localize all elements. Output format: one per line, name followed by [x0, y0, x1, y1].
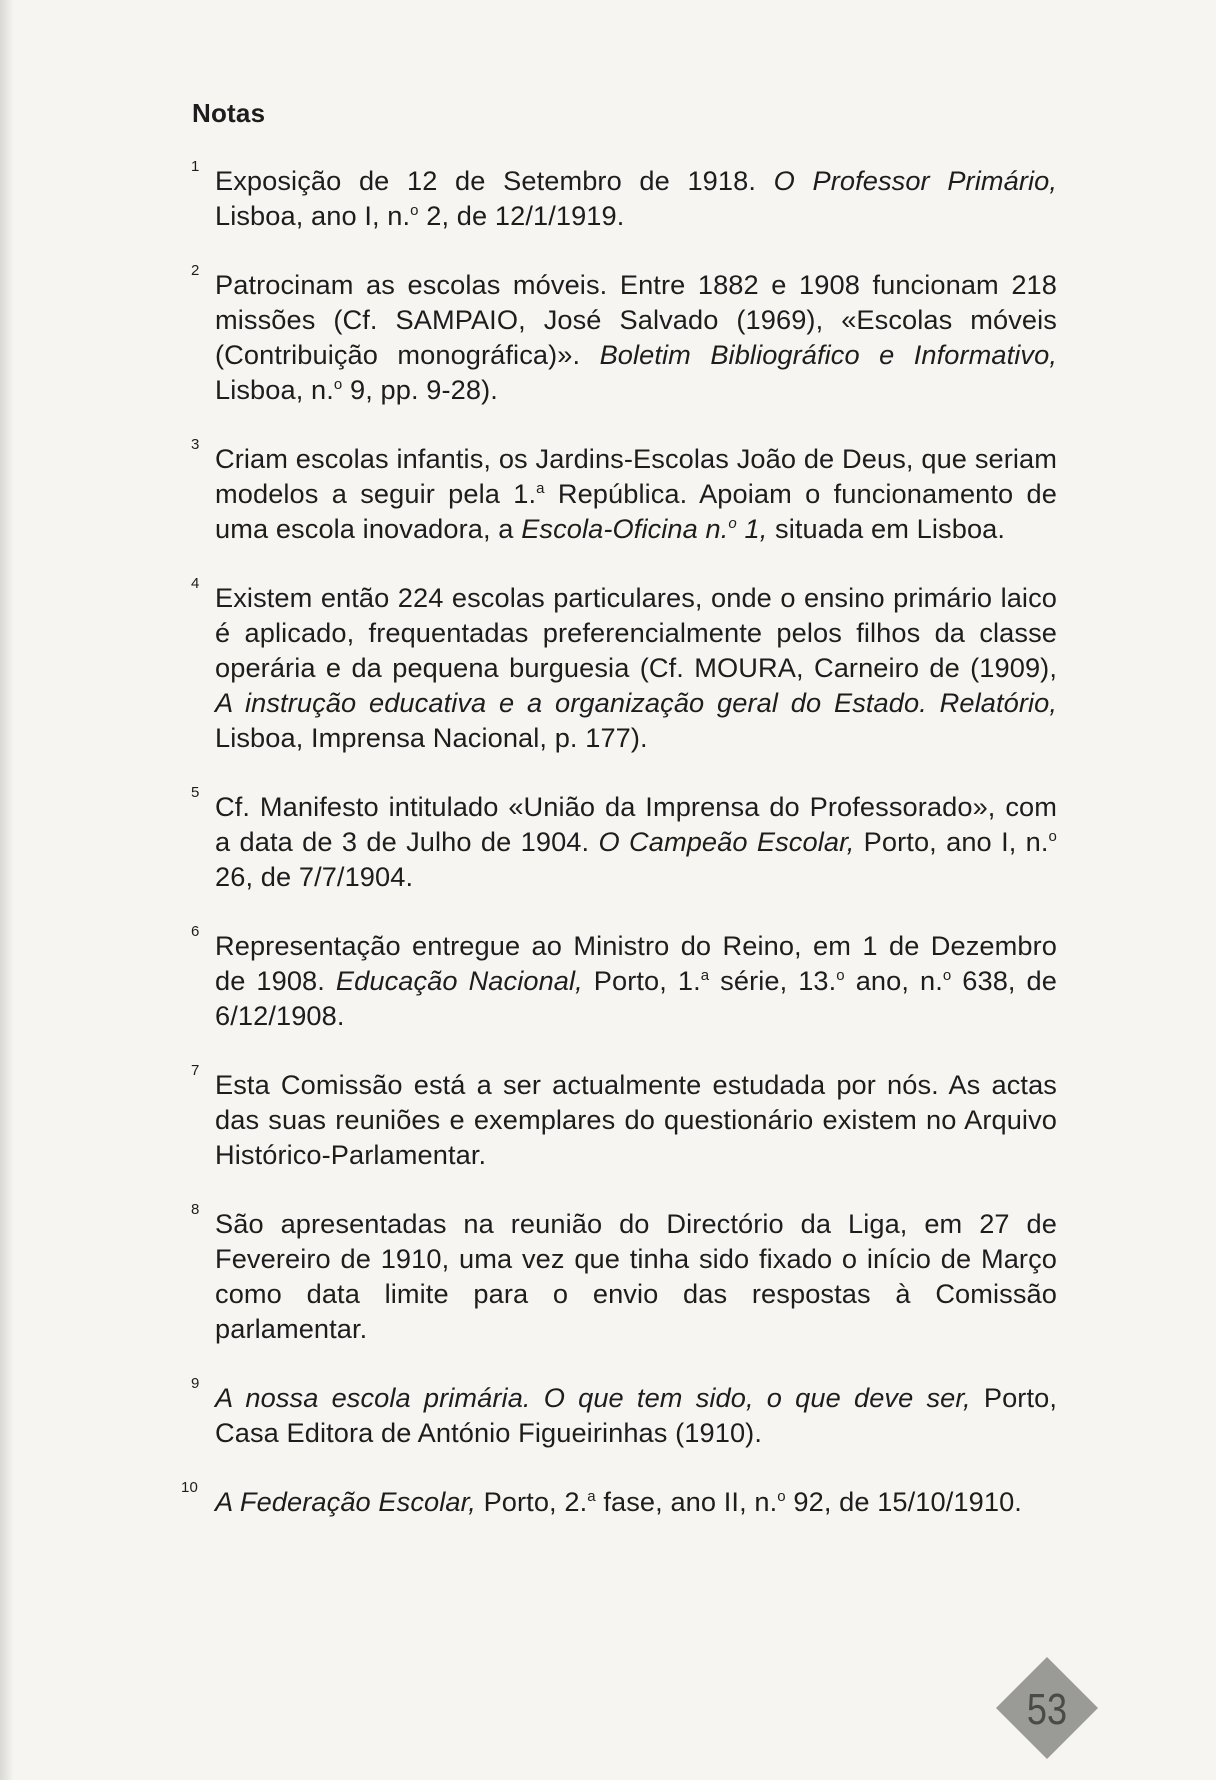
footnote-text: São apresentadas na reunião do Directório da Liga, em 27 de Fevereiro de 1910, uma vez que tinha sido fixado o início de Março como data limite para o envio das respostas à Comissão parlamentar.: [215, 1208, 1057, 1344]
footnote-text: 26, de 7/7/1904.: [215, 861, 414, 892]
footnote-title: 1,: [736, 513, 768, 544]
superscript: o: [728, 515, 737, 532]
footnote-text: fase, ano II, n.: [595, 1486, 778, 1517]
footnote-text: República. Apoiam o funcionamento de uma escola inovadora, a: [215, 478, 1057, 544]
footnote-title: O Professor Primário,: [773, 165, 1057, 196]
superscript: o: [410, 202, 419, 219]
superscript: a: [536, 480, 545, 497]
footnote-number: 1: [191, 158, 200, 175]
footnote-text: Esta Comissão está a ser actualmente estudada por nós. As actas das suas reuniões e exemplares do questionário existem no Arquivo Histórico-Parlamentar.: [215, 1069, 1057, 1170]
footnote-10: [181, 1479, 1057, 1519]
footnote-7: [191, 1062, 1057, 1172]
footnote-text: Exposição de 12 de Setembro de 1918.: [215, 165, 774, 196]
footnote-text: ano, n.: [844, 965, 943, 996]
footnote-title: Educação Nacional,: [335, 965, 583, 996]
footnote-title: O Campeão Escolar,: [598, 826, 855, 857]
footnote-text: Existem então 224 escolas particulares, onde o ensino primário laico é aplicado, frequentadas preferencialmente pelos filhos da classe operária e da pequena burguesia (Cf. MOURA, Carneiro de (1909),: [215, 582, 1057, 683]
footnote-text: Cf. Manifesto intitulado «União da Imprensa do Professorado», com a data de 3 de Julho de 1904.: [215, 791, 1057, 857]
footnote-1: [191, 158, 1057, 233]
footnote-9: [191, 1375, 1057, 1450]
footnote-number: 3: [191, 436, 200, 453]
footnote-number: 2: [191, 262, 200, 279]
page-number-badge: [994, 1655, 1100, 1761]
footnote-text: situada em Lisboa.: [767, 513, 1006, 544]
notes-heading: Notas: [192, 98, 266, 128]
footnote-8: [191, 1201, 1057, 1346]
footnote-5: [191, 784, 1057, 894]
footnote-text: 2, de 12/1/1919.: [418, 200, 625, 231]
footnote-text: Porto, 1.: [582, 965, 701, 996]
footnote-text: Lisboa, Imprensa Nacional, p. 177).: [215, 722, 648, 753]
footnote-text: 92, de 15/10/1910.: [785, 1486, 1022, 1517]
diamond-badge-icon: [994, 1655, 1100, 1761]
footnote-text: Porto, 2.: [475, 1486, 588, 1517]
footnote-text: Lisboa, ano I, n.: [215, 200, 411, 231]
footnote-text: Criam escolas infantis, os Jardins-Escolas João de Deus, que seriam modelos a seguir pela 1.: [215, 443, 1057, 509]
superscript: a: [700, 967, 710, 984]
footnote-text: Representação entregue ao Ministro do Reino, em 1 de Dezembro de 1908.: [215, 930, 1057, 996]
superscript: o: [1048, 828, 1057, 845]
footnote-title: A Federação Escolar,: [215, 1486, 476, 1517]
footnote-3: [191, 436, 1057, 546]
superscript: a: [587, 1488, 596, 1505]
footnote-number: 7: [191, 1062, 200, 1079]
footnote-number: 5: [191, 784, 200, 801]
footnote-text: Porto, ano I, n.: [854, 826, 1049, 857]
superscript: o: [333, 376, 343, 393]
notes-section: [181, 98, 1057, 1553]
footnote-number: 4: [191, 575, 200, 592]
footnote-text: Porto, Casa Editora de António Figueirinhas (1910).: [215, 1382, 1057, 1448]
footnote-2: [191, 262, 1057, 407]
footnote-text: 638, de 6/12/1908.: [215, 965, 1057, 1031]
superscript: o: [836, 967, 845, 984]
footnote-text: série, 13.: [709, 965, 837, 996]
page-number: 53: [1026, 1684, 1068, 1734]
footnote-text: Lisboa, n.: [215, 374, 334, 405]
footnote-number: 10: [181, 1479, 198, 1496]
footnote-6: [191, 923, 1057, 1033]
footnote-number: 8: [191, 1201, 200, 1218]
footnote-number: 9: [191, 1375, 200, 1392]
footnote-title: Boletim Bibliográfico e Informativo,: [599, 339, 1057, 370]
footnote-title: Escola-Oficina n.: [521, 513, 729, 544]
footnote-text: Patrocinam as escolas móveis. Entre 1882 e 1908 funcionam 218 missões (Cf. SAMPAIO, José Salvado (1969), «Escolas móveis (Contribuição monográfica)».: [215, 269, 1057, 370]
superscript: o: [777, 1488, 786, 1505]
footnote-title: A nossa escola primária. O que tem sido, o que deve ser,: [215, 1382, 971, 1413]
footnote-number: 6: [191, 923, 200, 940]
page-edge-shadow: [0, 0, 14, 1780]
footnote-text: 9, pp. 9-28).: [342, 374, 498, 405]
superscript: o: [942, 967, 952, 984]
footnote-title: A instrução educativa e a organização geral do Estado. Relatório,: [215, 687, 1057, 718]
footnote-4: [191, 575, 1057, 755]
